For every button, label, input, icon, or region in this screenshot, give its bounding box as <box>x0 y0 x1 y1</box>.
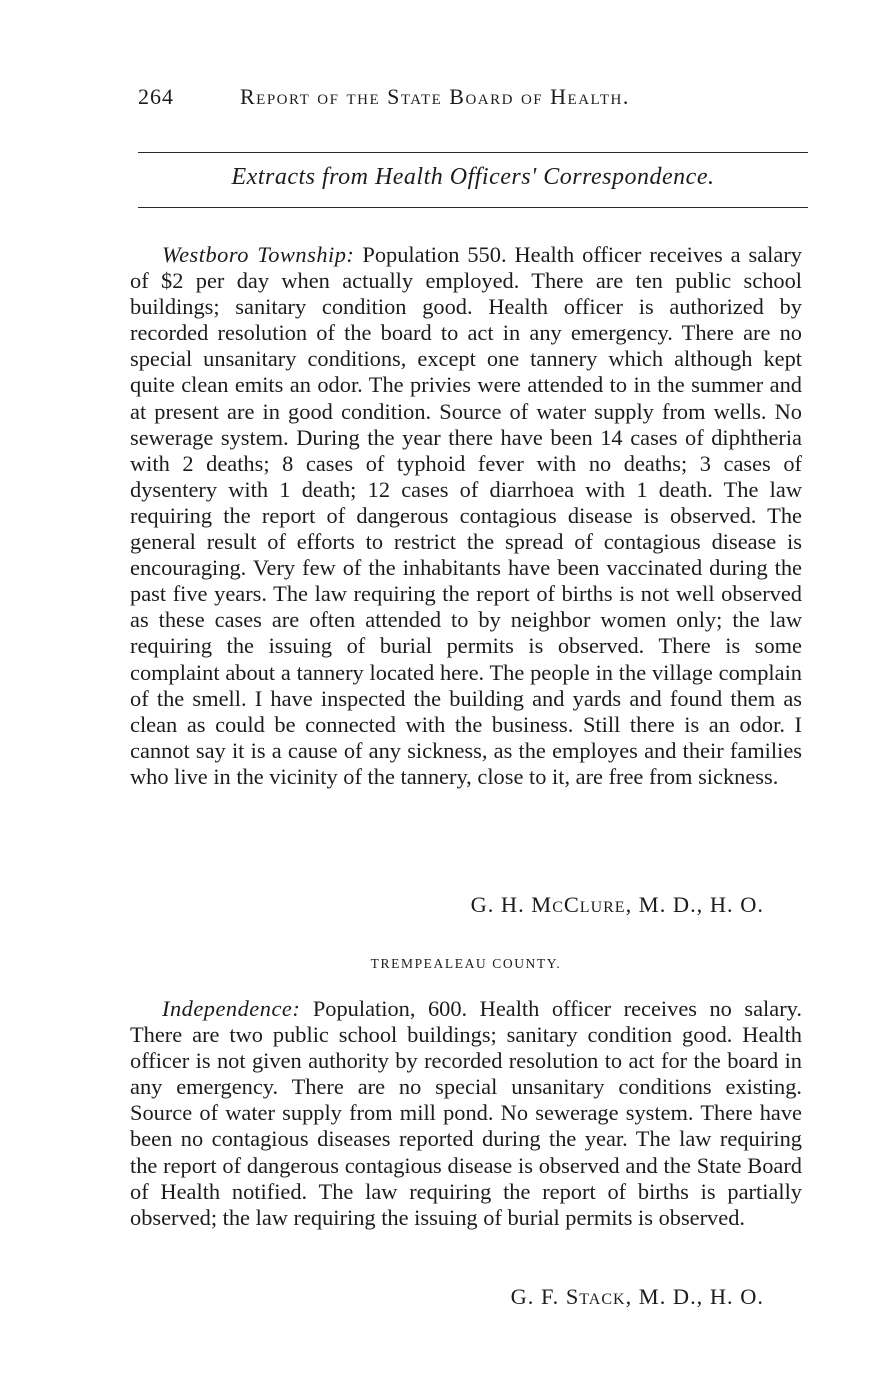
running-title: Report of the State Board of Health. <box>240 84 630 109</box>
bottom-rule <box>138 207 808 208</box>
county-heading: TREMPEALEAU COUNTY. <box>370 956 562 971</box>
place-name: Westboro Township: <box>162 242 355 267</box>
signature-surname: McClure <box>531 892 626 917</box>
report-paragraph <box>130 242 802 790</box>
page-number: 264 <box>138 84 174 109</box>
report-independence <box>130 996 802 1231</box>
report-text: Population 550. Health officer receives a salary of $2 per day when actually employed. There are ten public school buildings; sanitary condition good. Health officer is authorized by recorded resolution of the board to act in any emergency. There are no special unsanitary conditions, except one tannery which although kept quite clean emits an odor. The privies were attended to in the summer and at present are in good condition. Source of water supply from wells. No sewerage system. During the year there have been 14 cases of diphtheria with 2 deaths; 8 cases of typhoid fever with no deaths; 3 cases of dysentery with 1 death; 12 cases of diarrhoea with 1 death. The law requiring the report of dangerous contagious disease is observed. The general result of efforts to restrict the spread of contagious disease is encouraging. Very few of the inhabitants have been vaccinated during the past five years. The law requiring the report of births is not well observed as these cases are often attended to by neighbor women only; the law requiring the issuing of burial permits is observed. There is some complaint about a tannery located here. The people in the village complain of the smell. I have inspected the building and yards and found them as clean as could be connected with the business. Still there is an odor. I cannot say it is a cause of any sickness, as the employes and their families who live in the vicinity of the tannery, close to it, are free from sickness. <box>130 242 802 789</box>
signature-stack <box>511 1284 764 1310</box>
signature-credentials: , M. D., H. O. <box>625 1284 764 1309</box>
report-paragraph <box>130 996 802 1231</box>
signature-initials: G. F. <box>510 1284 566 1309</box>
signature-mcclure <box>471 892 764 918</box>
running-head <box>138 84 808 116</box>
signature-surname: Stack <box>565 1284 626 1309</box>
place-name: Independence: <box>162 996 301 1021</box>
section-title: Extracts from Health Officers' Correspondence. <box>231 164 715 190</box>
signature-initials: G. H. <box>470 892 532 917</box>
report-westboro-township <box>130 242 802 790</box>
report-text: Population, 600. Health officer receives no salary. There are two public school buildings; sanitary condition good. Health officer is not given authority by recorded resolution to act for the board in any emergency. There are no special unsanitary conditions existing. Source of water supply from mill pond. No sewerage system. There have been no contagious diseases reported during the year. The law requiring the report of dangerous contagious disease is observed and the State Board of Health notified. The law requiring the report of births is partially observed; the law requiring the issuing of burial permits is observed. <box>130 996 803 1230</box>
top-rule <box>138 152 808 153</box>
signature-credentials: , M. D., H. O. <box>625 892 764 917</box>
